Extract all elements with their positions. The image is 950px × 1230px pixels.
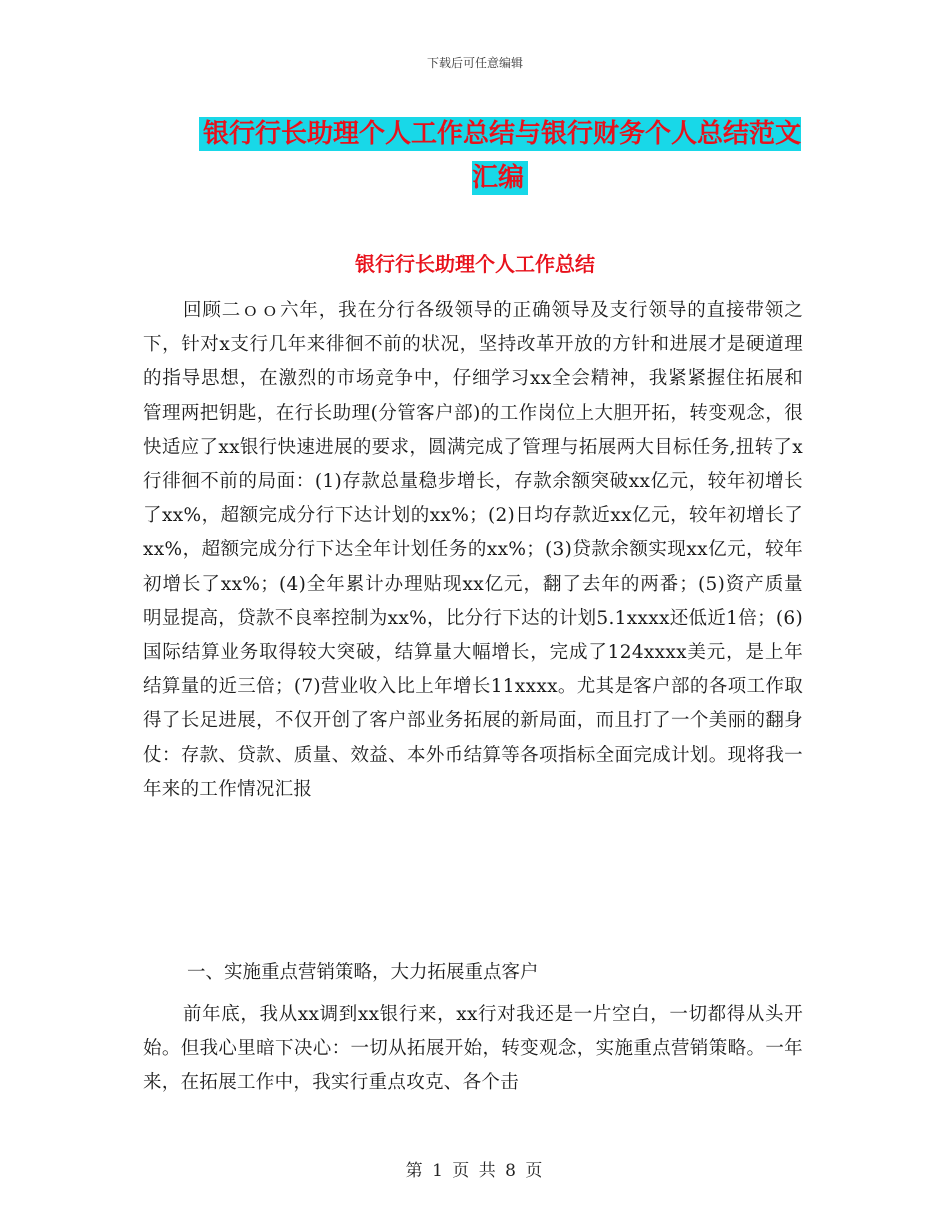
- document-title: [190, 112, 810, 200]
- header-note: 下载后可任意编辑: [426, 56, 523, 70]
- page-footer: 第 1 页 共 8 页: [405, 1161, 545, 1181]
- body-paragraph-1: 回顾二ｏｏ六年，我在分行各级领导的正确领导及支行领导的直接带领之下，针对x支行几年来徘徊不前的状况，坚持改革开放的方针和进展才是硬道理的指导思想，在激烈的市场竞争中，仔细学习xx全会精神，我紧紧握住拓展和管理两把钥匙，在行长助理(分管客户部)的工作岗位上大胆开拓，转变观念，很快适应了xx银行快速进展的要求，圆满完成了管理与拓展两大目标任务,扭转了x行徘徊不前的局面：(1)存款总量稳步增长，存款余额突破xx亿元，较年初增长了xx%，超额完成分行下达计划的xx%；(2)日均存款近xx亿元，较年初增长了xx%，超额完成分行下达全年计划任务的xx%；(3)贷款余额实现xx亿元，较年初增长了xx%；(4)全年累计办理贴现xx亿元，翻了去年的两番；(5)资产质量明显提高，贷款不良率控制为xx%，比分行下达的计划5.1xxxx还低近1倍；(6)国际结算业务取得较大突破，结算量大幅增长，完成了124xxxx美元，是上年结算量的近三倍；(7)营业收入比上年增长11xxxx。尤其是客户部的各项工作取得了长足进展，不仅开创了客户部业务拓展的新局面，而且打了一个美丽的翻身仗：存款、贷款、质量、效益、本外币结算等各项指标全面完成计划。现将我一年来的工作情况汇报: [143, 300, 803, 800]
- document-title-text: 银行行长助理个人工作总结与银行财务个人总结范文汇编: [199, 117, 801, 195]
- body-paragraph-2: 前年底，我从xx调到xx银行来，xx行对我还是一片空白，一切都得从头开始。但我心里暗下决心：一切从拓展开始，转变观念，实施重点营销策略。一年来，在拓展工作中，我实行重点攻克、各个击: [143, 1004, 803, 1094]
- section-title: 银行行长助理个人工作总结: [355, 252, 595, 276]
- heading-1: 一、实施重点营销策略，大力拓展重点客户: [187, 962, 539, 983]
